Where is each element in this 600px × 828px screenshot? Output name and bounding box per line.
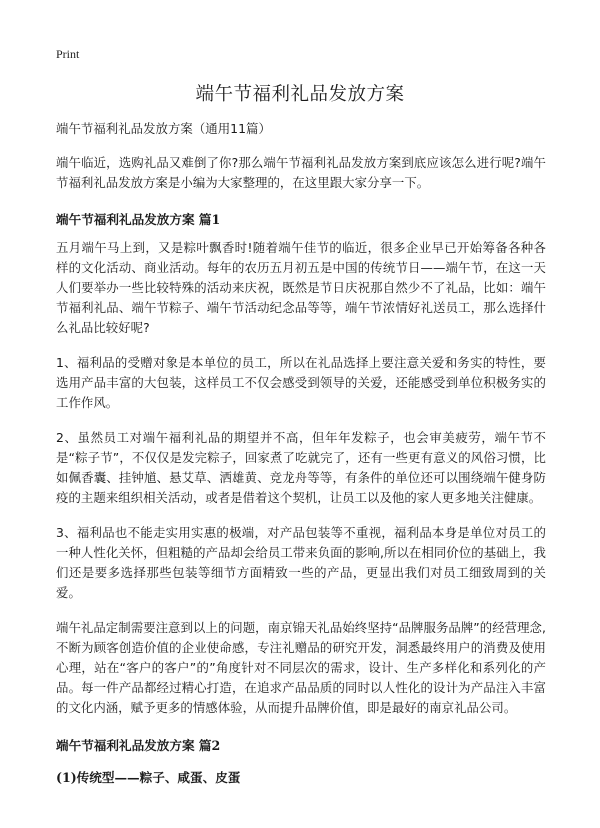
paragraph: 五月端午马上到，又是粽叶飘香时!随着端午佳节的临近，很多企业早已开始筹备各种各样的文化活动、商业活动。每年的农历五月初五是中国的传统节日——端午节，在这一天人们要举办一些比较特殊的活动来庆祝，既然是节日庆祝那自然少不了礼品，比如：端午节福利礼品、端午节粽子、端午节活动纪念品等等，端午节浓情好礼送员工，那么选择什么礼品比较好呢? [56, 240, 546, 335]
print-link[interactable]: Print [56, 47, 80, 61]
section-subheading: (1)传统型——粽子、咸蛋、皮蛋 [56, 770, 241, 785]
document-title: 端午节福利礼品发放方案 [195, 84, 405, 105]
paragraph: 2、虽然员工对端午福利礼品的期望并不高，但年年发粽子，也会审美疲劳，端午节不是“粽子节”，不仅仅是发完粽子，回家煮了吃就完了，还有一些更有意义的风俗习惯，比如佩香囊、挂钟馗、悬艾草、洒雄黄、竞龙舟等等，有条件的单位还可以围绕端午健身防疫的主题来组织相关活动，或者是借着这个契机，让员工以及他的家人更多地关注健康。 [56, 430, 546, 505]
document-subtitle: 端午节福利礼品发放方案（通用11篇） [56, 121, 271, 136]
section-heading: 端午节福利礼品发放方案 篇2 [56, 738, 221, 753]
intro-paragraph: 端午临近，选购礼品又难倒了你?那么端午节福利礼品发放方案到底应该怎么进行呢?端午节福利礼品发放方案是小编为大家整理的，在这里跟大家分享一下。 [56, 155, 546, 190]
paragraph: 3、福利品也不能走实用实惠的极端，对产品包装等不重视，福利品本身是单位对员工的一种人性化关怀，但粗糙的产品却会给员工带来负面的影响,所以在相同价位的基础上，我们还是要多选择那些包装等细节方面精致一些的产品，更显出我们对员工细致周到的关爱。 [56, 525, 546, 600]
paragraph: 端午礼品定制需要注意到以上的问题，南京锦天礼品始终坚持“品牌服务品牌”的经营理念,不断为顾客创造价值的企业使命感，专注礼赠品的研究开发，洞悉最终用户的消费及使用心理，站在“客户的客户”的”角度针对不同层次的需求，设计、生产多样化和系列化的产品。每一件产品都经过精心打造，在追求产品品质的同时以人性化的设计为产品注入丰富的文化内涵，赋予更多的情感体验，从而提升品牌价值，即是最好的南京礼品公司。 [56, 620, 546, 715]
paragraph: 1、福利品的受赠对象是本单位的员工，所以在礼品选择上要注意关爱和务实的特性，要选用产品丰富的大包装，这样员工不仅会感受到领导的关爱，还能感受到单位积极务实的工作作风。 [56, 355, 546, 410]
section-heading: 端午节福利礼品发放方案 篇1 [56, 212, 221, 227]
document-body [56, 119, 546, 788]
